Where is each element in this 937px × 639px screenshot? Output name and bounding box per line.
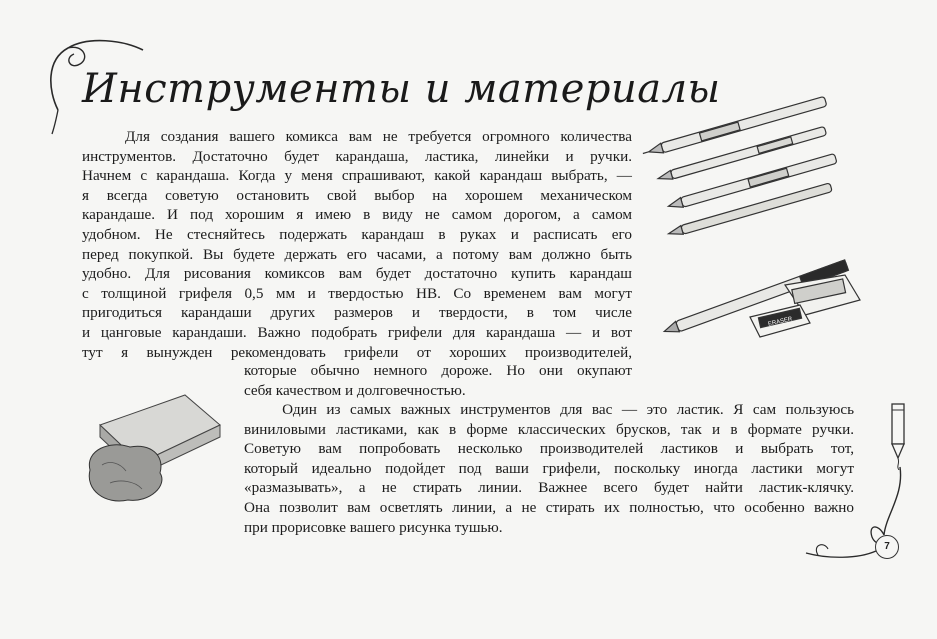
paragraph-pencils-line: инструментов. Достаточно будет карандаша, ластика, линейки и ручки. bbox=[82, 147, 632, 165]
paragraph-pencils-line: пригодиться карандаши других размеров и твердости, в том числе bbox=[82, 304, 632, 322]
paragraph-erasers-line: Советую вам попробовать несколько производителей ластиков и выбрать тот, bbox=[244, 440, 854, 458]
page-title: Инструменты и материалы bbox=[82, 66, 721, 112]
paragraph-erasers-line: который идеально подойдет под ваши грифели, поскольку иногда ластики могут bbox=[244, 459, 854, 477]
paragraph-pencils-line: я всегда советую остановить свой выбор на хорошем механическом bbox=[82, 186, 632, 204]
eraser-and-kneaded-eraser-icon bbox=[80, 385, 240, 515]
paragraph-erasers-line: виниловыми ластиками, как в форме классических брусков, так и в формате ручки. bbox=[244, 420, 854, 438]
pencil-and-erasers-icon bbox=[655, 245, 865, 355]
paragraph-pencils-line: удобно. Для рисования комиксов вам будет достаточно купить карандаш bbox=[82, 265, 632, 283]
page-number: 7 bbox=[875, 535, 899, 559]
paragraph-pencils-line: тут я вынужден рекомендовать грифели от хороших производителей, bbox=[82, 343, 632, 361]
mechanical-pencils-icon bbox=[640, 88, 860, 238]
paragraph-pencils-line: удобном. Не стесняйтесь подержать карандаш в руках и расписать его bbox=[82, 225, 632, 243]
paragraph-erasers-line: «размазывать», а не стирать линии. Важнее всего будет найти ластик-клячку. bbox=[244, 479, 854, 497]
paragraph-erasers-line: Она позволит вам осветлять линии, а не стирать их полностью, что особенно важно bbox=[244, 498, 854, 516]
paragraph-pencils bbox=[82, 127, 632, 362]
paragraph-pencils-tail-line: себя качеством и долговечностью. bbox=[244, 381, 466, 399]
eraser-brand-label: ERASER bbox=[767, 316, 793, 328]
paragraph-pencils-line: и цанговые карандаши. Важно подобрать грифели для карандаша — и вот bbox=[82, 323, 632, 341]
paragraph-pencils-tail-line: которые обычно немного дороже. Но они окупают bbox=[244, 362, 632, 379]
paragraph-pencils-line: Для создания вашего комикса вам не требуется огромного количества bbox=[82, 128, 632, 145]
paragraph-pencils-line: Начнем с карандаша. Когда у меня спрашивают, какой карандаш выбрать, — bbox=[82, 167, 632, 185]
paragraph-pencils-line: перед покупкой. Вы будете держать его часами, а потому вам должно быть bbox=[82, 245, 632, 263]
paragraph-pencils-line: с толщиной грифеля 0,5 мм и твердостью HB. Со временем вам могут bbox=[82, 284, 632, 302]
paragraph-erasers-line: при прорисовке вашего рисунка тушью. bbox=[244, 518, 503, 536]
paragraph-pencils-line: карандаше. И под хорошим я имею в виду не самом дорогом, а самом bbox=[82, 206, 632, 224]
paragraph-pencils-tail bbox=[244, 361, 632, 400]
paragraph-erasers bbox=[244, 400, 854, 537]
paragraph-erasers-line: Один из самых важных инструментов для вас — это ластик. Я сам пользуюсь bbox=[244, 401, 854, 418]
